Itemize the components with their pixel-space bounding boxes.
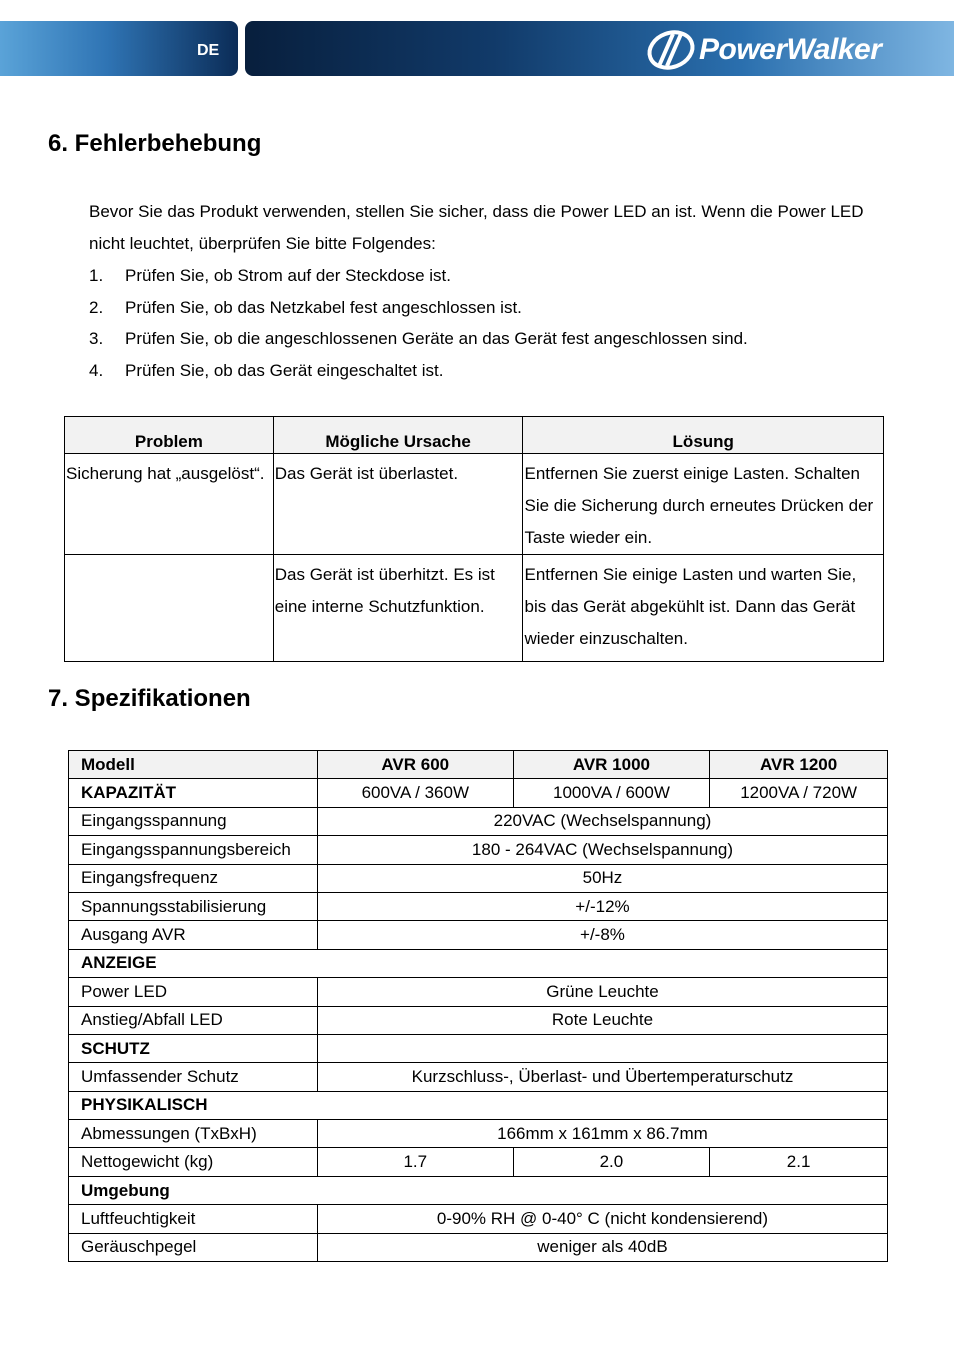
table-row	[69, 1120, 888, 1148]
row-label: Power LED	[69, 978, 318, 1006]
section-row	[69, 1176, 888, 1204]
table-cell: Entfernen Sie einige Lasten und warten Sie, bis das Gerät abgekühlt ist. Dann das Gerät wieder einzuschalten.	[523, 555, 884, 662]
table-cell: Rote Leuchte	[317, 1006, 887, 1034]
troubleshooting-title: 6. Fehlerbehebung	[48, 130, 262, 157]
table-cell: 180 - 264VAC (Wechselspannung)	[317, 836, 887, 864]
table-row	[69, 1063, 888, 1091]
column-header: Lösung	[523, 417, 884, 454]
table-row	[69, 1233, 888, 1261]
table-cell: Entfernen Sie zuerst einige Lasten. Schalten Sie die Sicherung durch erneutes Drücken der Taste wieder ein.	[523, 454, 884, 555]
list-item: 2. Prüfen Sie, ob das Netzkabel fest angeschlossen ist.	[89, 297, 522, 317]
section-label: SCHUTZ	[69, 1034, 318, 1062]
language-label: DE	[197, 42, 220, 59]
brand-wordmark: PowerWalker	[699, 33, 882, 66]
column-header: Mögliche Ursache	[273, 417, 523, 454]
column-header: AVR 1200	[710, 751, 888, 779]
table-row	[69, 978, 888, 1006]
row-label: Geräuschpegel	[69, 1233, 318, 1261]
troubleshooting-intro: Bevor Sie das Produkt verwenden, stellen Sie sicher, dass die Power LED an ist. Wenn die Power LED nicht leuchtet, überprüfen Sie bitte Folgendes:	[89, 202, 864, 253]
table-cell: 166mm x 161mm x 86.7mm	[317, 1120, 887, 1148]
column-header: AVR 1000	[513, 751, 710, 779]
table-row	[69, 892, 888, 920]
table-cell	[65, 555, 274, 662]
column-header: Problem	[65, 417, 274, 454]
table-cell: +/-8%	[317, 921, 887, 949]
troubleshooting-table	[64, 416, 884, 662]
row-label: Eingangsfrequenz	[69, 864, 318, 892]
table-cell: +/-12%	[317, 892, 887, 920]
row-label: Anstieg/Abfall LED	[69, 1006, 318, 1034]
table-cell: weniger als 40dB	[317, 1233, 887, 1261]
column-header: Modell	[69, 751, 318, 779]
list-item: 3. Prüfen Sie, ob die angeschlossenen Geräte an das Gerät fest angeschlossen sind.	[89, 329, 748, 349]
table-cell: 50Hz	[317, 864, 887, 892]
section-label: Umgebung	[69, 1176, 888, 1204]
table-row	[69, 807, 888, 835]
table-cell: 2.0	[513, 1148, 710, 1176]
table-cell: 220VAC (Wechselspannung)	[317, 807, 887, 835]
table-row	[69, 1205, 888, 1233]
section-row	[69, 1034, 888, 1062]
table-cell: 1200VA / 720W	[710, 779, 888, 807]
row-label: Luftfeuchtigkeit	[69, 1205, 318, 1233]
table-cell: Sicherung hat „ausgelöst“.	[65, 454, 274, 555]
table-cell: 2.1	[710, 1148, 888, 1176]
column-header: AVR 600	[317, 751, 513, 779]
table-cell: 600VA / 360W	[317, 779, 513, 807]
table-header-row	[65, 417, 884, 454]
specifications-table	[68, 750, 888, 1262]
table-row	[69, 921, 888, 949]
table-row	[65, 454, 884, 555]
section-row	[69, 949, 888, 977]
row-label: KAPAZITÄT	[69, 779, 318, 807]
table-cell: Das Gerät ist überhitzt. Es ist eine interne Schutzfunktion.	[273, 555, 523, 662]
section-label: ANZEIGE	[69, 949, 888, 977]
section-label: PHYSIKALISCH	[69, 1091, 888, 1119]
specifications-title: 7. Spezifikationen	[48, 685, 251, 712]
check-list	[89, 260, 748, 387]
row-label: Spannungsstabilisierung	[69, 892, 318, 920]
table-row	[69, 864, 888, 892]
table-cell: 1000VA / 600W	[513, 779, 710, 807]
row-label: Ausgang AVR	[69, 921, 318, 949]
table-row	[69, 779, 888, 807]
row-label: Abmessungen (TxBxH)	[69, 1120, 318, 1148]
table-row	[69, 836, 888, 864]
list-item: 4. Prüfen Sie, ob das Gerät eingeschaltet ist.	[89, 361, 444, 381]
table-cell: Das Gerät ist überlastet.	[273, 454, 523, 555]
list-item: 1. Prüfen Sie, ob Strom auf der Steckdose ist.	[89, 266, 451, 285]
table-cell: 0-90% RH @ 0-40° C (nicht kondensierend)	[317, 1205, 887, 1233]
table-cell: Grüne Leuchte	[317, 978, 887, 1006]
header-language-tab	[0, 21, 238, 76]
brand-logo	[645, 28, 945, 72]
table-cell	[317, 1034, 887, 1062]
table-row	[65, 555, 884, 662]
table-cell: 1.7	[317, 1148, 513, 1176]
table-cell: Kurzschluss-, Überlast- und Übertemperaturschutz	[317, 1063, 887, 1091]
row-label: Nettogewicht (kg)	[69, 1148, 318, 1176]
table-row	[69, 1006, 888, 1034]
powerwalker-swoosh-logo-icon	[645, 28, 699, 72]
row-label: Eingangsspannung	[69, 807, 318, 835]
row-label: Umfassender Schutz	[69, 1063, 318, 1091]
table-row	[69, 1148, 888, 1176]
section-row	[69, 1091, 888, 1119]
table-header-row	[69, 751, 888, 779]
row-label: Eingangsspannungsbereich	[69, 836, 318, 864]
